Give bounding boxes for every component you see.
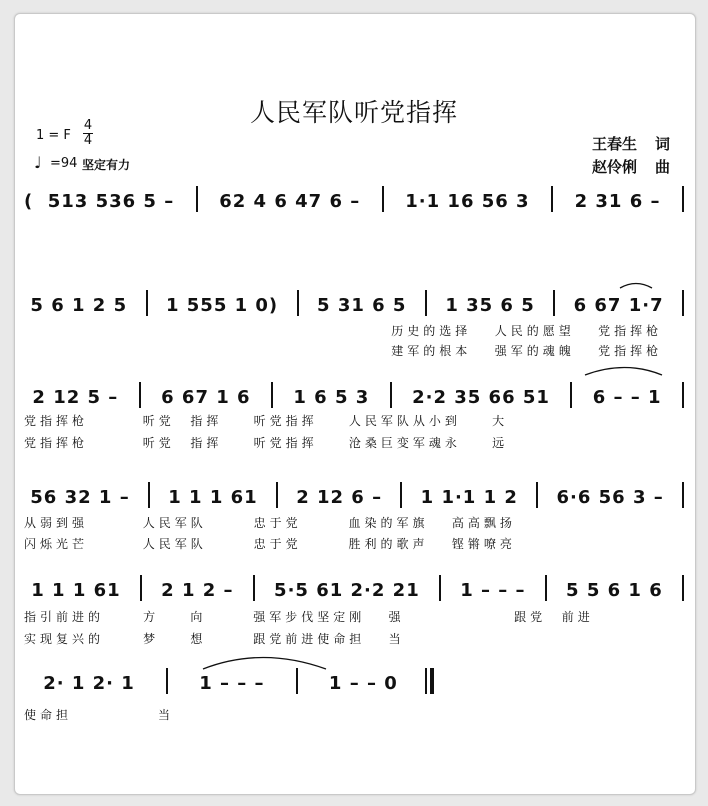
measure: 5·5 61 2·2 21: [274, 580, 420, 601]
barline: [682, 186, 684, 212]
measure: 6 – – 1: [592, 387, 662, 408]
measure: 1 – – 0: [328, 673, 398, 694]
notation-row: [24, 482, 684, 508]
lyricist-role: 词: [654, 135, 670, 153]
measure: 1 – – –: [460, 580, 526, 601]
barline: [682, 575, 684, 601]
barline: [139, 382, 141, 408]
lyricist-name: 王春生: [591, 135, 637, 153]
measure: 1 1 1 61: [31, 580, 121, 601]
tempo-mood: 坚定有力: [82, 158, 131, 172]
notation-row: [24, 382, 684, 408]
barline: [400, 482, 402, 508]
time-signature: [82, 119, 94, 148]
measure: 2 1 2 –: [161, 580, 234, 601]
measure: 56 32 1 –: [30, 487, 130, 508]
barline: [166, 668, 168, 694]
barline: [682, 482, 684, 508]
lyric-line: 指引前进的 方 向 强军步伐坚定刚 强 跟党 前进: [24, 610, 594, 624]
song-title: 人民军队听党指挥: [249, 98, 458, 127]
measure: 1 555 1 0): [165, 295, 279, 316]
composer-credit: [592, 156, 670, 177]
lyric-line: 使命担 当: [24, 708, 174, 722]
barline: [536, 482, 538, 508]
measure: 2 12 5 –: [32, 387, 119, 408]
measure: 2 12 6 –: [296, 487, 383, 508]
lyric-line: 实现复兴的 梦 想 跟党前进使命担 当: [24, 632, 405, 646]
measure: 2· 1 2· 1: [43, 673, 135, 694]
barline: [553, 290, 555, 316]
barline: [551, 186, 553, 212]
measure: 62 4 6 47 6 –: [219, 191, 361, 212]
measure: 1 6 5 3: [293, 387, 370, 408]
measure: 5 5 6 1 6: [566, 580, 663, 601]
barline: [276, 482, 278, 508]
barline: [390, 382, 392, 408]
measure: 6 67 1·7: [573, 295, 664, 316]
barline: [140, 575, 142, 601]
barline: [439, 575, 441, 601]
barline: [253, 575, 255, 601]
measure: 1 35 6 5: [445, 295, 535, 316]
barline: [425, 290, 427, 316]
measure: 1 1·1 1 2: [420, 487, 518, 508]
measure: 5 31 6 5: [317, 295, 407, 316]
measure: 6·6 56 3 –: [556, 487, 664, 508]
measure: 1 1 1 61: [168, 487, 258, 508]
measure: 6 67 1 6: [161, 387, 251, 408]
barline: [545, 575, 547, 601]
measure: 5 6 1 2 5: [30, 295, 128, 316]
composer-name: 赵伶俐: [591, 158, 637, 176]
lyric-line: 历史的选择 人民的愿望 党指挥枪: [24, 324, 663, 338]
key-signature: 1 = F: [36, 128, 71, 143]
lyric-line: 建军的根本 强军的魂魄 党指挥枪: [24, 344, 663, 358]
barline: [297, 290, 299, 316]
final-double-barline: [425, 668, 434, 694]
barline: [682, 382, 684, 408]
measure: 2·2 35 66 51: [412, 387, 550, 408]
barline: [271, 382, 273, 408]
lyricist-credit: [592, 133, 670, 154]
barline: [146, 290, 148, 316]
lyric-line: 从弱到强 人民军队 忠于党 血染的军旗 高高飘扬: [24, 516, 516, 530]
repeat-open-paren: (: [24, 191, 33, 212]
time-signature-bottom: 4: [83, 133, 93, 148]
tempo-value: =94: [50, 156, 78, 171]
notation-row: [24, 575, 684, 601]
time-signature-top: 4: [83, 118, 93, 133]
barline: [296, 668, 298, 694]
notation-row: [24, 290, 684, 316]
lyric-line: 闪烁光芒 人民军队 忠于党 胜利的歌声 铿锵嘹亮: [24, 537, 516, 551]
lyric-line: 党指挥枪 听党 指挥 听党指挥 人民军队从小到 大: [24, 414, 509, 428]
barline: [148, 482, 150, 508]
barline: [196, 186, 198, 212]
barline: [682, 290, 684, 316]
measure: 1 – – –: [199, 673, 265, 694]
notation-row: [24, 186, 684, 212]
lyric-line: 党指挥枪 听党 指挥 听党指挥 沧桑巨变军魂永 远: [24, 436, 509, 450]
measure: 2 31 6 –: [574, 191, 661, 212]
composer-role: 曲: [654, 158, 670, 176]
measure: 513 536 5 –: [47, 191, 175, 212]
barline: [570, 382, 572, 408]
barline: [382, 186, 384, 212]
measure: 1·1 16 56 3: [405, 191, 530, 212]
notation-row: [24, 668, 434, 694]
quarter-note-icon: ♩: [34, 153, 42, 172]
